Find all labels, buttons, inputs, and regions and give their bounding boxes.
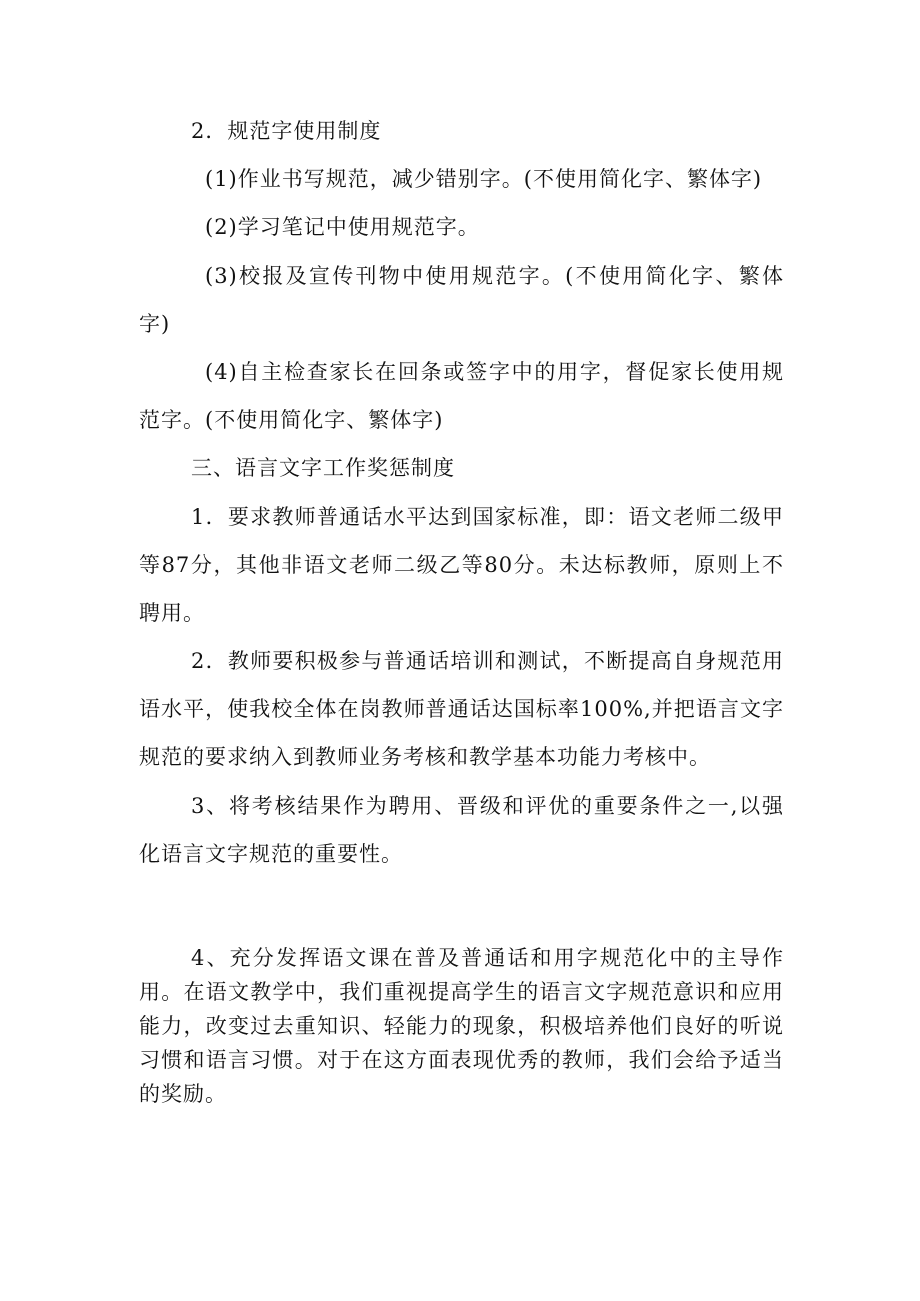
paragraph: 2．教师要积极参与普通话培训和测试，不断提高自身规范用语水平，使我校全体在岗教师普通话达国标率100%,并把语言文字规范的要求纳入到教师业务考核和教学基本功能力考核中。 <box>139 649 784 769</box>
list-item: (4)自主检查家长在回条或签字中的用字，督促家长使用规范字。(不使用简化字、繁体字) <box>139 360 784 432</box>
section-3-heading: 三、语言文字工作奖惩制度 <box>191 456 455 480</box>
paragraph: 4、充分发挥语文课在普及普通话和用字规范化中的主导作用。在语文教学中，我们重视提高学生的语言文字规范意识和应用能力，改变过去重知识、轻能力的现象，积极培养他们良好的听说习惯和语言习惯。对于在这方面表现优秀的教师，我们会给予适当的奖励。 <box>139 946 784 1106</box>
paragraph: 3、将考核结果作为聘用、晋级和评优的重要条件之一,以强化语言文字规范的重要性。 <box>139 794 784 866</box>
list-item: (2)学习笔记中使用规范字。 <box>205 215 480 239</box>
section-2-heading: 2．规范字使用制度 <box>191 119 382 143</box>
list-item: (1)作业书写规范，减少错别字。(不使用简化字、繁体字) <box>205 167 763 191</box>
list-item: (3)校报及宣传刊物中使用规范字。(不使用简化字、繁体字) <box>139 264 784 336</box>
paragraph: 1．要求教师普通话水平达到国家标准，即：语文老师二级甲等87分，其他非语文老师二级乙等80分。未达标教师，原则上不聘用。 <box>139 505 784 625</box>
